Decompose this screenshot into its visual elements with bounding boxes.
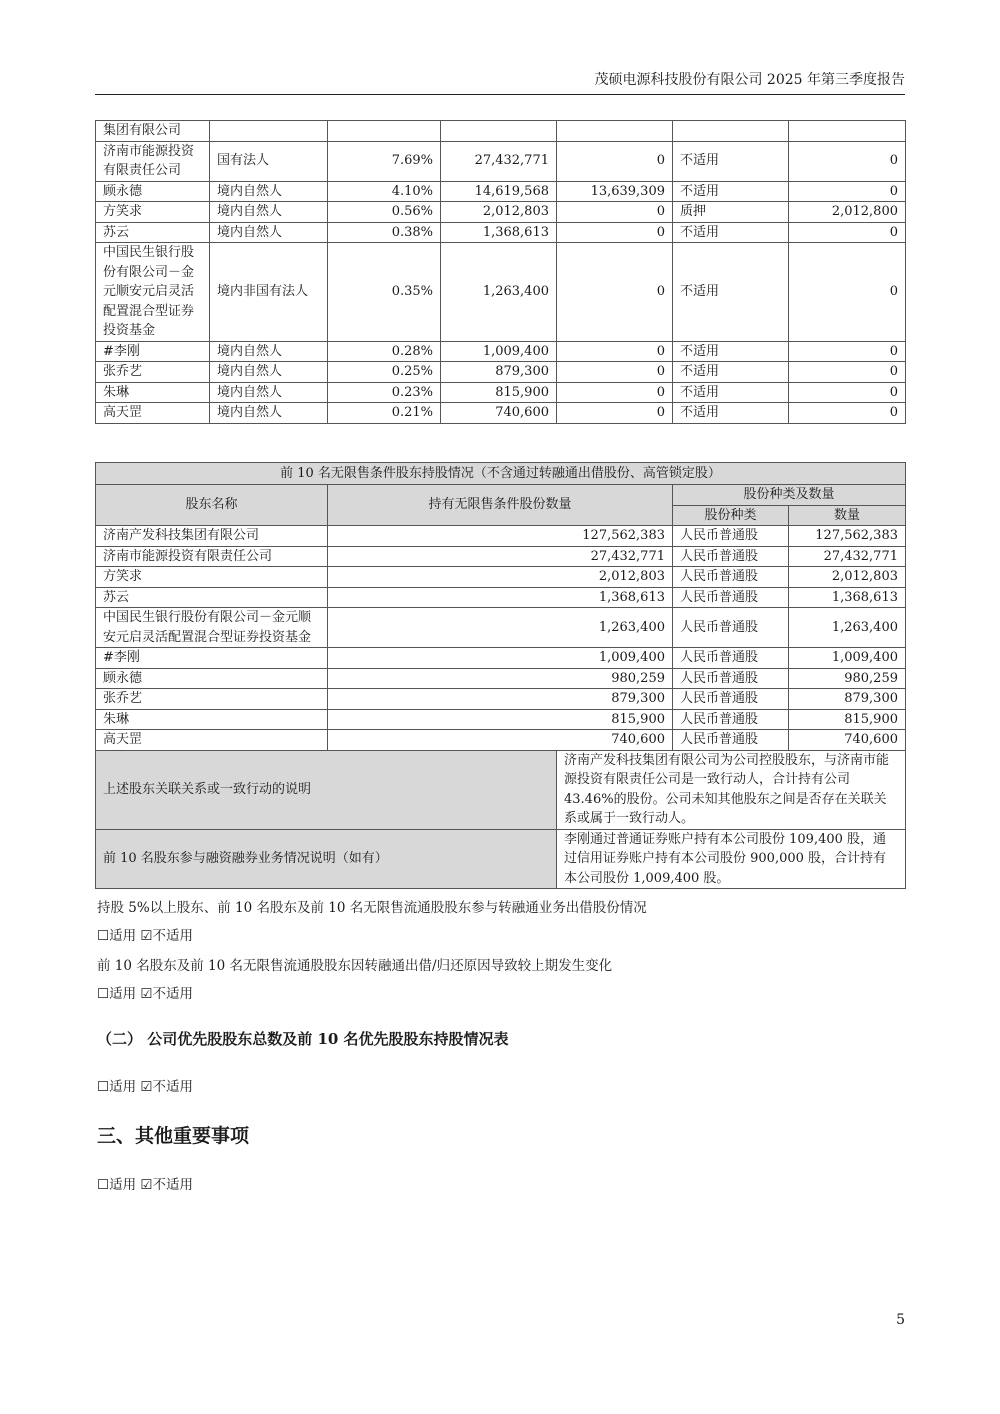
- pledge-status: 不适用: [673, 222, 789, 243]
- shares-held: 815,900: [441, 382, 557, 403]
- shareholder-name: 朱琳: [96, 709, 328, 730]
- table-row: [96, 341, 906, 362]
- holding-ratio: 7.69%: [328, 141, 441, 181]
- restricted-shares: 0: [557, 243, 673, 342]
- pledge-quantity: 2,012,800: [789, 202, 906, 223]
- holding-ratio: [328, 121, 441, 142]
- share-type: 人民币普通股: [673, 648, 789, 669]
- share-type: 人民币普通股: [673, 526, 789, 547]
- unrestricted-qty: 815,900: [328, 709, 673, 730]
- section-heading-preferred: （二） 公司优先股股东总数及前 10 名优先股股东持股情况表: [97, 1030, 509, 1048]
- page-number: 5: [896, 1312, 905, 1328]
- holding-ratio: 0.23%: [328, 382, 441, 403]
- share-type: 人民币普通股: [673, 608, 789, 648]
- share-type: 人民币普通股: [673, 668, 789, 689]
- share-type: 人民币普通股: [673, 567, 789, 588]
- share-count: 27,432,771: [789, 546, 906, 567]
- shareholder-nature: [210, 121, 328, 142]
- shares-held: 27,432,771: [441, 141, 557, 181]
- share-count: 879,300: [789, 689, 906, 710]
- shareholder-nature: 境内非国有法人: [210, 243, 328, 342]
- share-count: 127,562,383: [789, 526, 906, 547]
- table-row: [96, 382, 906, 403]
- share-type: 人民币普通股: [673, 689, 789, 710]
- shareholder-name: 张乔艺: [96, 362, 210, 383]
- table-row: [96, 362, 906, 383]
- shareholder-name: 中国民生银行股份有限公司－金元顺安元启灵活配置混合型证券投资基金: [96, 243, 210, 342]
- shareholder-nature: 国有法人: [210, 141, 328, 181]
- restricted-shares: 0: [557, 341, 673, 362]
- table-row: [96, 141, 906, 181]
- unrestricted-qty: 1,368,613: [328, 587, 673, 608]
- shareholder-nature: 境内自然人: [210, 222, 328, 243]
- share-type: 人民币普通股: [673, 709, 789, 730]
- pledge-status: 不适用: [673, 362, 789, 383]
- table-row: [96, 526, 906, 547]
- col-header-name: 股东名称: [96, 485, 328, 526]
- margin-label: 前 10 名股东参与融资融券业务情况说明（如有）: [96, 829, 557, 889]
- shareholder-nature: 境内自然人: [210, 202, 328, 223]
- restricted-shares: 0: [557, 362, 673, 383]
- table-row: [96, 668, 906, 689]
- shareholder-name: 顾永德: [96, 181, 210, 202]
- table-row: [96, 121, 906, 142]
- holding-ratio: 0.21%: [328, 403, 441, 424]
- share-type: 人民币普通股: [673, 587, 789, 608]
- report-title: 茂硕电源科技股份有限公司 2025 年第三季度报告: [594, 72, 905, 88]
- shareholder-nature: 境内自然人: [210, 181, 328, 202]
- top10-unrestricted-table: [95, 462, 906, 889]
- shareholder-nature: 境内自然人: [210, 403, 328, 424]
- table-row: [96, 689, 906, 710]
- shares-held: 740,600: [441, 403, 557, 424]
- unrestricted-qty: 27,432,771: [328, 546, 673, 567]
- shares-held: [441, 121, 557, 142]
- table-row: [96, 608, 906, 648]
- restricted-shares: 0: [557, 141, 673, 181]
- section-title: 前 10 名无限售条件股东持股情况（不含通过转融通出借股份、高管锁定股）: [96, 463, 906, 485]
- pledge-quantity: [789, 121, 906, 142]
- section-heading-other: 三、其他重要事项: [97, 1125, 250, 1147]
- share-count: 1,263,400: [789, 608, 906, 648]
- shareholder-nature: 境内自然人: [210, 362, 328, 383]
- table-row: [96, 587, 906, 608]
- unrestricted-qty: 740,600: [328, 730, 673, 751]
- applicability-checkbox-2: ☐适用 ☑不适用: [97, 986, 193, 1002]
- col-header-qty: 持有无限售条件股份数量: [328, 485, 673, 526]
- col-header-type-group: 股份种类及数量: [673, 485, 906, 506]
- share-type: 人民币普通股: [673, 546, 789, 567]
- share-count: 980,259: [789, 668, 906, 689]
- pledge-quantity: 0: [789, 382, 906, 403]
- unrestricted-qty: 1,263,400: [328, 608, 673, 648]
- applicability-checkbox-1: ☐适用 ☑不适用: [97, 928, 193, 944]
- paragraph-lending: 持股 5%以上股东、前 10 名股东及前 10 名无限售流通股股东参与转融通业务出借股份情况: [97, 900, 647, 916]
- unrestricted-qty: 980,259: [328, 668, 673, 689]
- relation-text: 济南产发科技集团有限公司为公司控股股东，与济南市能源投资有限责任公司是一致行动人，合计持有公司 43.46%的股份。公司未知其他股东之间是否存在关联关系或属于一致行动人。: [557, 750, 906, 829]
- pledge-quantity: 0: [789, 403, 906, 424]
- table-row: [96, 709, 906, 730]
- restricted-shares: 0: [557, 202, 673, 223]
- holding-ratio: 0.28%: [328, 341, 441, 362]
- applicability-checkbox-4: ☐适用 ☑不适用: [97, 1177, 193, 1193]
- col-header-count: 数量: [789, 505, 906, 526]
- pledge-status: 不适用: [673, 243, 789, 342]
- restricted-shares: 0: [557, 403, 673, 424]
- holding-ratio: 4.10%: [328, 181, 441, 202]
- shareholder-name: #李刚: [96, 341, 210, 362]
- shares-held: 1,263,400: [441, 243, 557, 342]
- share-count: 1,368,613: [789, 587, 906, 608]
- shares-held: 14,619,568: [441, 181, 557, 202]
- shareholder-nature: 境内自然人: [210, 382, 328, 403]
- relation-label: 上述股东关联关系或一致行动的说明: [96, 750, 557, 829]
- holding-ratio: 0.56%: [328, 202, 441, 223]
- restricted-shares: 13,639,309: [557, 181, 673, 202]
- shares-held: 2,012,803: [441, 202, 557, 223]
- pledge-status: 不适用: [673, 181, 789, 202]
- unrestricted-qty: 127,562,383: [328, 526, 673, 547]
- page-header: [95, 70, 905, 95]
- share-count: 1,009,400: [789, 648, 906, 669]
- shareholder-name: 顾永德: [96, 668, 328, 689]
- shareholder-name: 济南市能源投资有限责任公司: [96, 141, 210, 181]
- shareholder-nature: 境内自然人: [210, 341, 328, 362]
- unrestricted-qty: 1,009,400: [328, 648, 673, 669]
- shareholder-name: 苏云: [96, 222, 210, 243]
- shareholder-name: 苏云: [96, 587, 328, 608]
- shareholder-name: #李刚: [96, 648, 328, 669]
- shareholder-name: 张乔艺: [96, 689, 328, 710]
- table-row: [96, 202, 906, 223]
- shareholder-name: 济南市能源投资有限责任公司: [96, 546, 328, 567]
- margin-text: 李刚通过普通证券账户持有本公司股份 109,400 股，通过信用证券账户持有本公司股份 900,000 股，合计持有本公司股份 1,009,400 股。: [557, 829, 906, 889]
- shares-held: 1,009,400: [441, 341, 557, 362]
- pledge-quantity: 0: [789, 181, 906, 202]
- pledge-quantity: 0: [789, 141, 906, 181]
- pledge-status: 不适用: [673, 382, 789, 403]
- applicability-checkbox-3: ☐适用 ☑不适用: [97, 1079, 193, 1095]
- pledge-quantity: 0: [789, 341, 906, 362]
- pledge-status: [673, 121, 789, 142]
- table-row: [96, 403, 906, 424]
- table-row: [96, 243, 906, 342]
- shareholder-name: 中国民生银行股份有限公司－金元顺安元启灵活配置混合型证券投资基金: [96, 608, 328, 648]
- table-row: [96, 648, 906, 669]
- share-count: 815,900: [789, 709, 906, 730]
- table-row: [96, 730, 906, 751]
- share-count: 2,012,803: [789, 567, 906, 588]
- restricted-shares: [557, 121, 673, 142]
- pledge-status: 不适用: [673, 403, 789, 424]
- shareholder-name: 朱琳: [96, 382, 210, 403]
- holding-ratio: 0.38%: [328, 222, 441, 243]
- pledge-status: 不适用: [673, 341, 789, 362]
- shares-held: 1,368,613: [441, 222, 557, 243]
- pledge-quantity: 0: [789, 222, 906, 243]
- unrestricted-qty: 879,300: [328, 689, 673, 710]
- unrestricted-qty: 2,012,803: [328, 567, 673, 588]
- pledge-status: 质押: [673, 202, 789, 223]
- shareholder-name: 方笑求: [96, 567, 328, 588]
- shareholder-name: 高天罡: [96, 403, 210, 424]
- shares-held: 879,300: [441, 362, 557, 383]
- top10-shareholders-table: [95, 120, 906, 424]
- share-type: 人民币普通股: [673, 730, 789, 751]
- holding-ratio: 0.25%: [328, 362, 441, 383]
- pledge-status: 不适用: [673, 141, 789, 181]
- pledge-quantity: 0: [789, 362, 906, 383]
- paragraph-lending-change: 前 10 名股东及前 10 名无限售流通股股东因转融通出借/归还原因导致较上期发生变化: [97, 958, 613, 974]
- table-row: [96, 222, 906, 243]
- col-header-type: 股份种类: [673, 505, 789, 526]
- holding-ratio: 0.35%: [328, 243, 441, 342]
- share-count: 740,600: [789, 730, 906, 751]
- table-row: [96, 546, 906, 567]
- shareholder-name: 方笑求: [96, 202, 210, 223]
- restricted-shares: 0: [557, 222, 673, 243]
- restricted-shares: 0: [557, 382, 673, 403]
- pledge-quantity: 0: [789, 243, 906, 342]
- shareholder-name: 集团有限公司: [96, 121, 210, 142]
- shareholder-name: 济南产发科技集团有限公司: [96, 526, 328, 547]
- table-row: [96, 567, 906, 588]
- table-row: [96, 181, 906, 202]
- shareholder-name: 高天罡: [96, 730, 328, 751]
